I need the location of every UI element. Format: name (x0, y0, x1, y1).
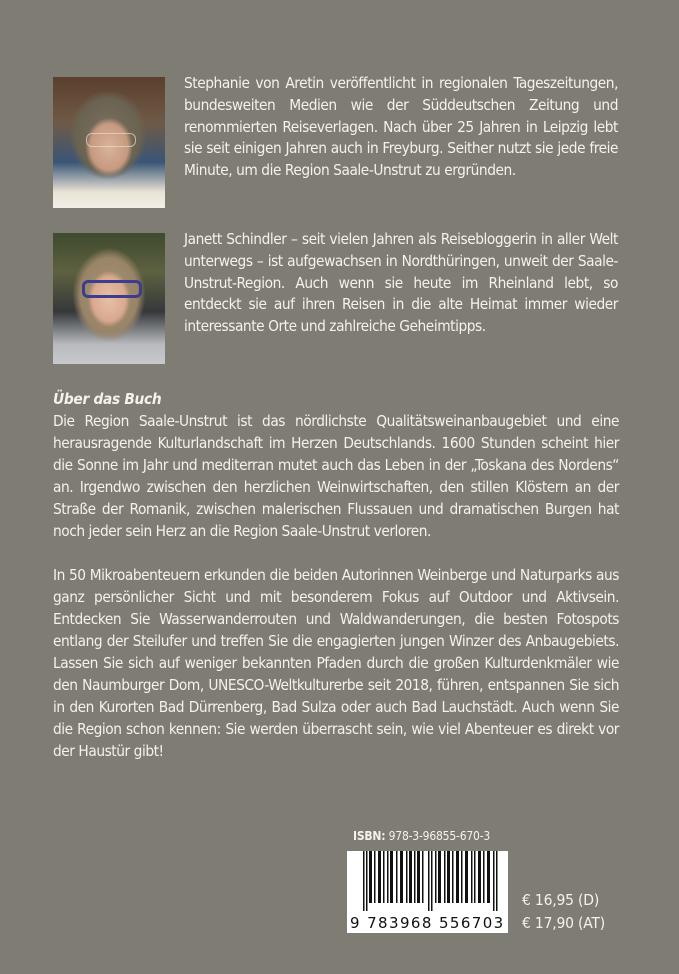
isbn-label: ISBN: (353, 829, 386, 843)
about-paragraph: In 50 Mikroabenteuern erkunden die beiden Autorinnen Weinberge und Naturparks aus ganz persönlicher Sicht und mit besonderem Fokus auf Outdoor und Aktivsein. Entdecken Sie Wasserwanderrouten und Waldwanderungen, die besten Fotospots entlang der Steilufer und treffen Sie die engagierten jungen Winzer des Anbaugebiets. Lassen Sie sich auf weniger bekannten Pfaden durch die großen Kulturdenkmäler wie den Naumburger Dom, UNESCO-Weltkulturerbe seit 2018, führen, entspannen Sie sich in den Kurorten Bad Dürrenberg, Bad Sulza oder auch Bad Lauchstädt. Auch wenn Sie die Region schon kennen: Sie werden überrascht sein, wie viel Abenteuer es direkt vor der Haustür gibt! (53, 566, 619, 760)
author-portrait-stephanie-von-aretin (53, 77, 165, 208)
isbn-value: 978-3-96855-670-3 (388, 829, 491, 843)
barcode-bars-icon (359, 851, 506, 911)
author-block-stephanie (53, 74, 618, 208)
barcode (347, 851, 508, 933)
author-portrait-janett-schindler (53, 233, 165, 364)
glasses-icon (86, 133, 136, 147)
price-austria: € 17,90 (AT) (522, 914, 605, 932)
author-bio: Stephanie von Aretin veröffentlicht in regionalen Tageszeitungen, bundesweiten Medien wie der Süddeutschen Zeitung und renommierten Reiseverlagen. Nach über 25 Jahren in Leipzig lebt sie seit einigen Jahren auch in Freyburg. Seither nutzt sie jede freie Minute, um die Region Saale-Unstrut zu ergründen. (184, 74, 618, 180)
section-title: Über das Buch (53, 390, 162, 408)
price-germany: € 16,95 (D) (522, 891, 600, 909)
about-the-book (53, 388, 619, 762)
author-bio: Janett Schindler – seit vielen Jahren als Reisebloggerin in aller Welt unterwegs – ist aufgewachsen in Nordthüringen, unweit der Saale-Unstrut-Region. Auch wenn sie heute im Rheinland lebt, so entdeckt sie auf ihren Reisen in die alte Heimat immer wieder interessante Orte und zahlreiche Geheimtipps. (184, 230, 618, 336)
isbn-line (353, 829, 490, 843)
author-block-janett (53, 230, 618, 364)
about-paragraph: Die Region Saale-Unstrut ist das nördlichste Qualitätsweinanbaugebiet und eine herausragende Kulturlandschaft im Herzen Deutschlands. 1600 Stunden scheint hier die Sonne im Jahr und mediterran mutet auch das Leben in der „Toskana des Nordens“ an. Irgendwo zwischen den herzlichen Weinwirtschaften, den stillen Klöstern an der Straße der Romanik, zwischen malerischen Flussauen und dramatischen Burgen hat noch jeder sein Herz an die Region Saale-Unstrut verloren. (53, 412, 619, 540)
glasses-icon (82, 280, 142, 298)
barcode-digits: 9 783968 556703 (350, 914, 505, 932)
